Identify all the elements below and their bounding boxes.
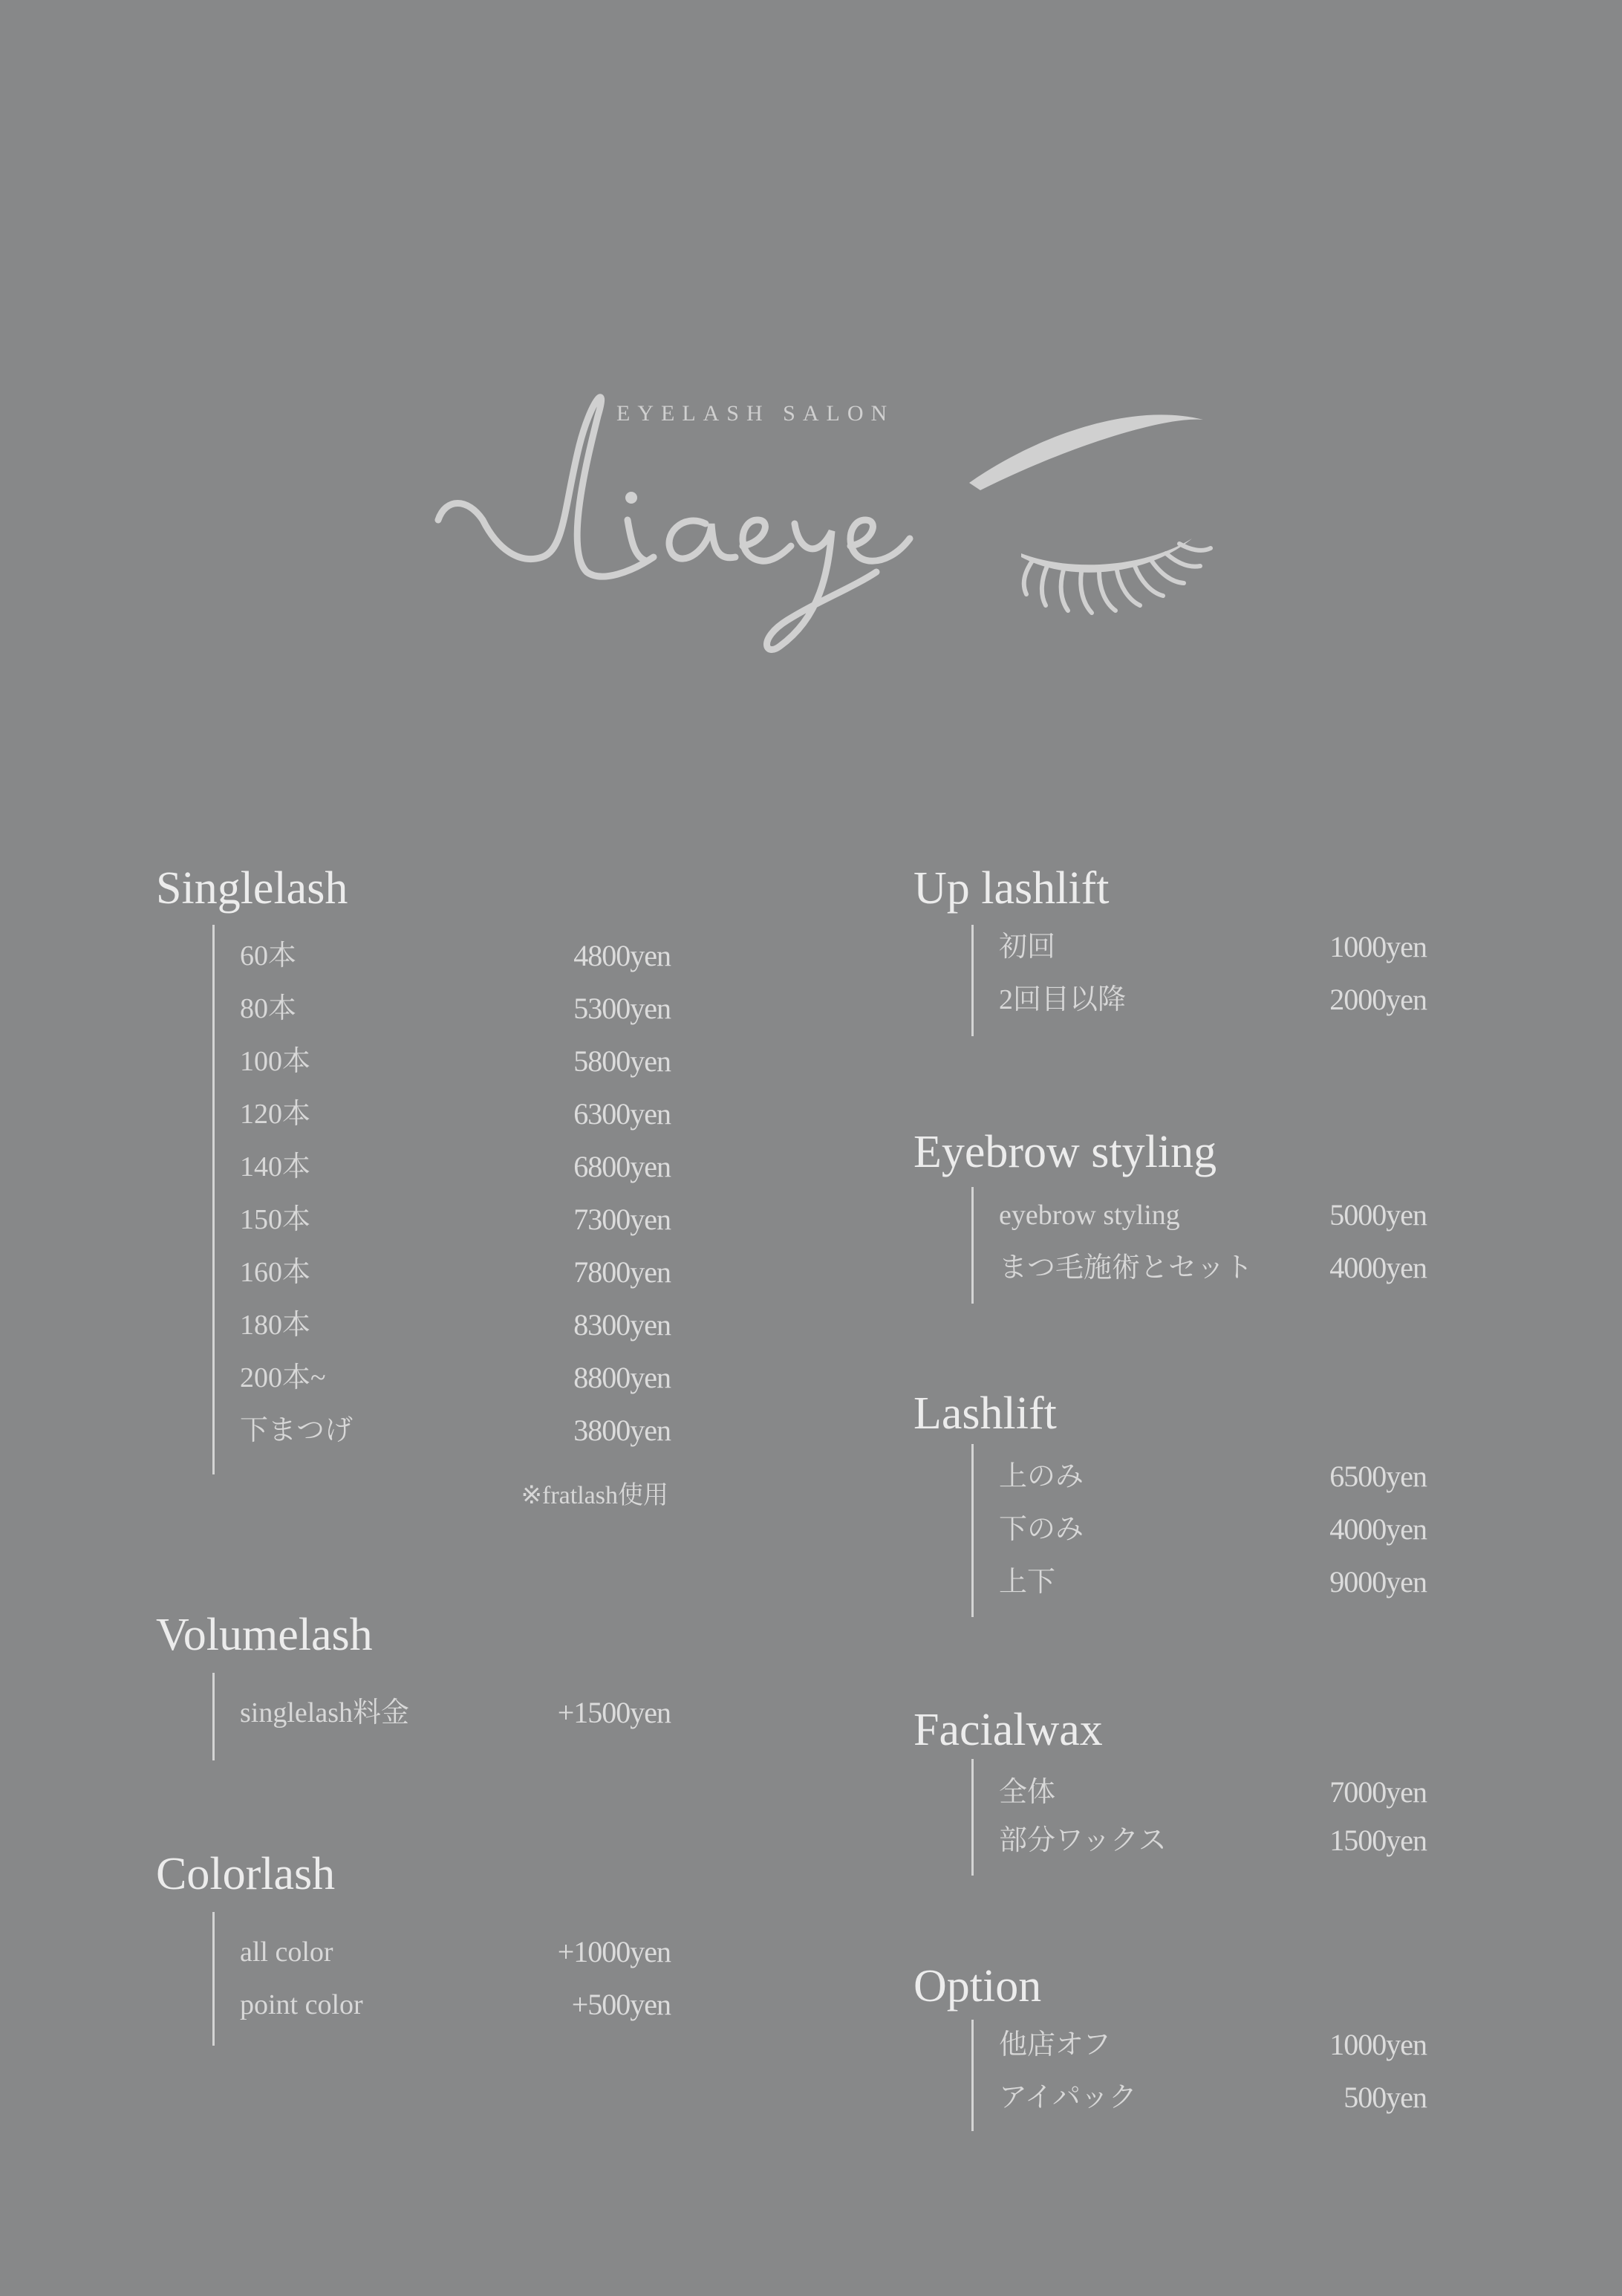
list-item: 上のみ 6500yen — [999, 1460, 1427, 1493]
list-item: アイパック 500yen — [999, 2081, 1427, 2114]
list-item: eyebrow styling 5000yen — [999, 1198, 1427, 1232]
list-item: 上下 9000yen — [999, 1565, 1427, 1599]
colorlash-list — [212, 1912, 671, 2046]
list-item: 部分ワックス 1500yen — [999, 1824, 1427, 1857]
section-colorlash — [156, 1849, 671, 2048]
section-title: Option — [913, 1961, 1042, 2012]
logo-tagline: EYELASH SALON — [616, 401, 895, 426]
facialwax-list — [971, 1759, 1427, 1876]
list-item: 200本~ 8800yen — [240, 1361, 671, 1394]
list-item: 140本 6800yen — [240, 1150, 671, 1183]
list-item: point color +500yen — [240, 1988, 671, 2021]
up-lashlift-list — [971, 925, 1427, 1036]
list-item: まつ毛施術とセット 4000yen — [999, 1251, 1427, 1284]
list-item: 初回 1000yen — [999, 930, 1427, 963]
singlelash-list — [212, 925, 671, 1474]
section-lashlift — [913, 1388, 1427, 1621]
list-item: 80本 5300yen — [240, 992, 671, 1025]
list-item: 150本 7300yen — [240, 1203, 671, 1236]
singlelash-note: ※fratlash使用 — [521, 1482, 668, 1509]
section-option — [913, 1961, 1427, 2134]
section-title: Eyebrow styling — [913, 1127, 1217, 1177]
list-item: 全体 7000yen — [999, 1775, 1427, 1809]
list-item: 下のみ 4000yen — [999, 1512, 1427, 1546]
section-title: Colorlash — [156, 1849, 336, 1899]
salon-logo — [416, 371, 1233, 654]
volumelash-list — [212, 1673, 671, 1760]
section-title: Lashlift — [913, 1388, 1057, 1439]
section-title: Volumelash — [156, 1610, 373, 1660]
eyebrow-list — [971, 1187, 1427, 1304]
list-item: 180本 8300yen — [240, 1308, 671, 1341]
section-up-lashlift — [913, 863, 1427, 1036]
list-item: 2回目以降 2000yen — [999, 983, 1427, 1016]
section-eyebrow-styling — [913, 1127, 1427, 1307]
section-title: Up lashlift — [913, 863, 1110, 914]
section-singlelash — [156, 863, 671, 1509]
list-item: 60本 4800yen — [240, 939, 671, 972]
list-item: 160本 7800yen — [240, 1255, 671, 1289]
list-item: 下まつげ 3800yen — [240, 1414, 671, 1447]
list-item: 100本 5800yen — [240, 1044, 671, 1078]
section-volumelash — [156, 1610, 671, 1760]
list-item: singlelash料金 +1500yen — [240, 1696, 671, 1729]
option-list — [971, 2020, 1427, 2131]
list-item: 他店オフ 1000yen — [999, 2028, 1427, 2061]
lashlift-list — [971, 1444, 1427, 1617]
section-title: Singlelash — [156, 863, 348, 914]
list-item: all color +1000yen — [240, 1935, 671, 1968]
list-item: 120本 6300yen — [240, 1097, 671, 1131]
section-facialwax — [913, 1705, 1427, 1879]
section-title: Facialwax — [913, 1705, 1103, 1755]
